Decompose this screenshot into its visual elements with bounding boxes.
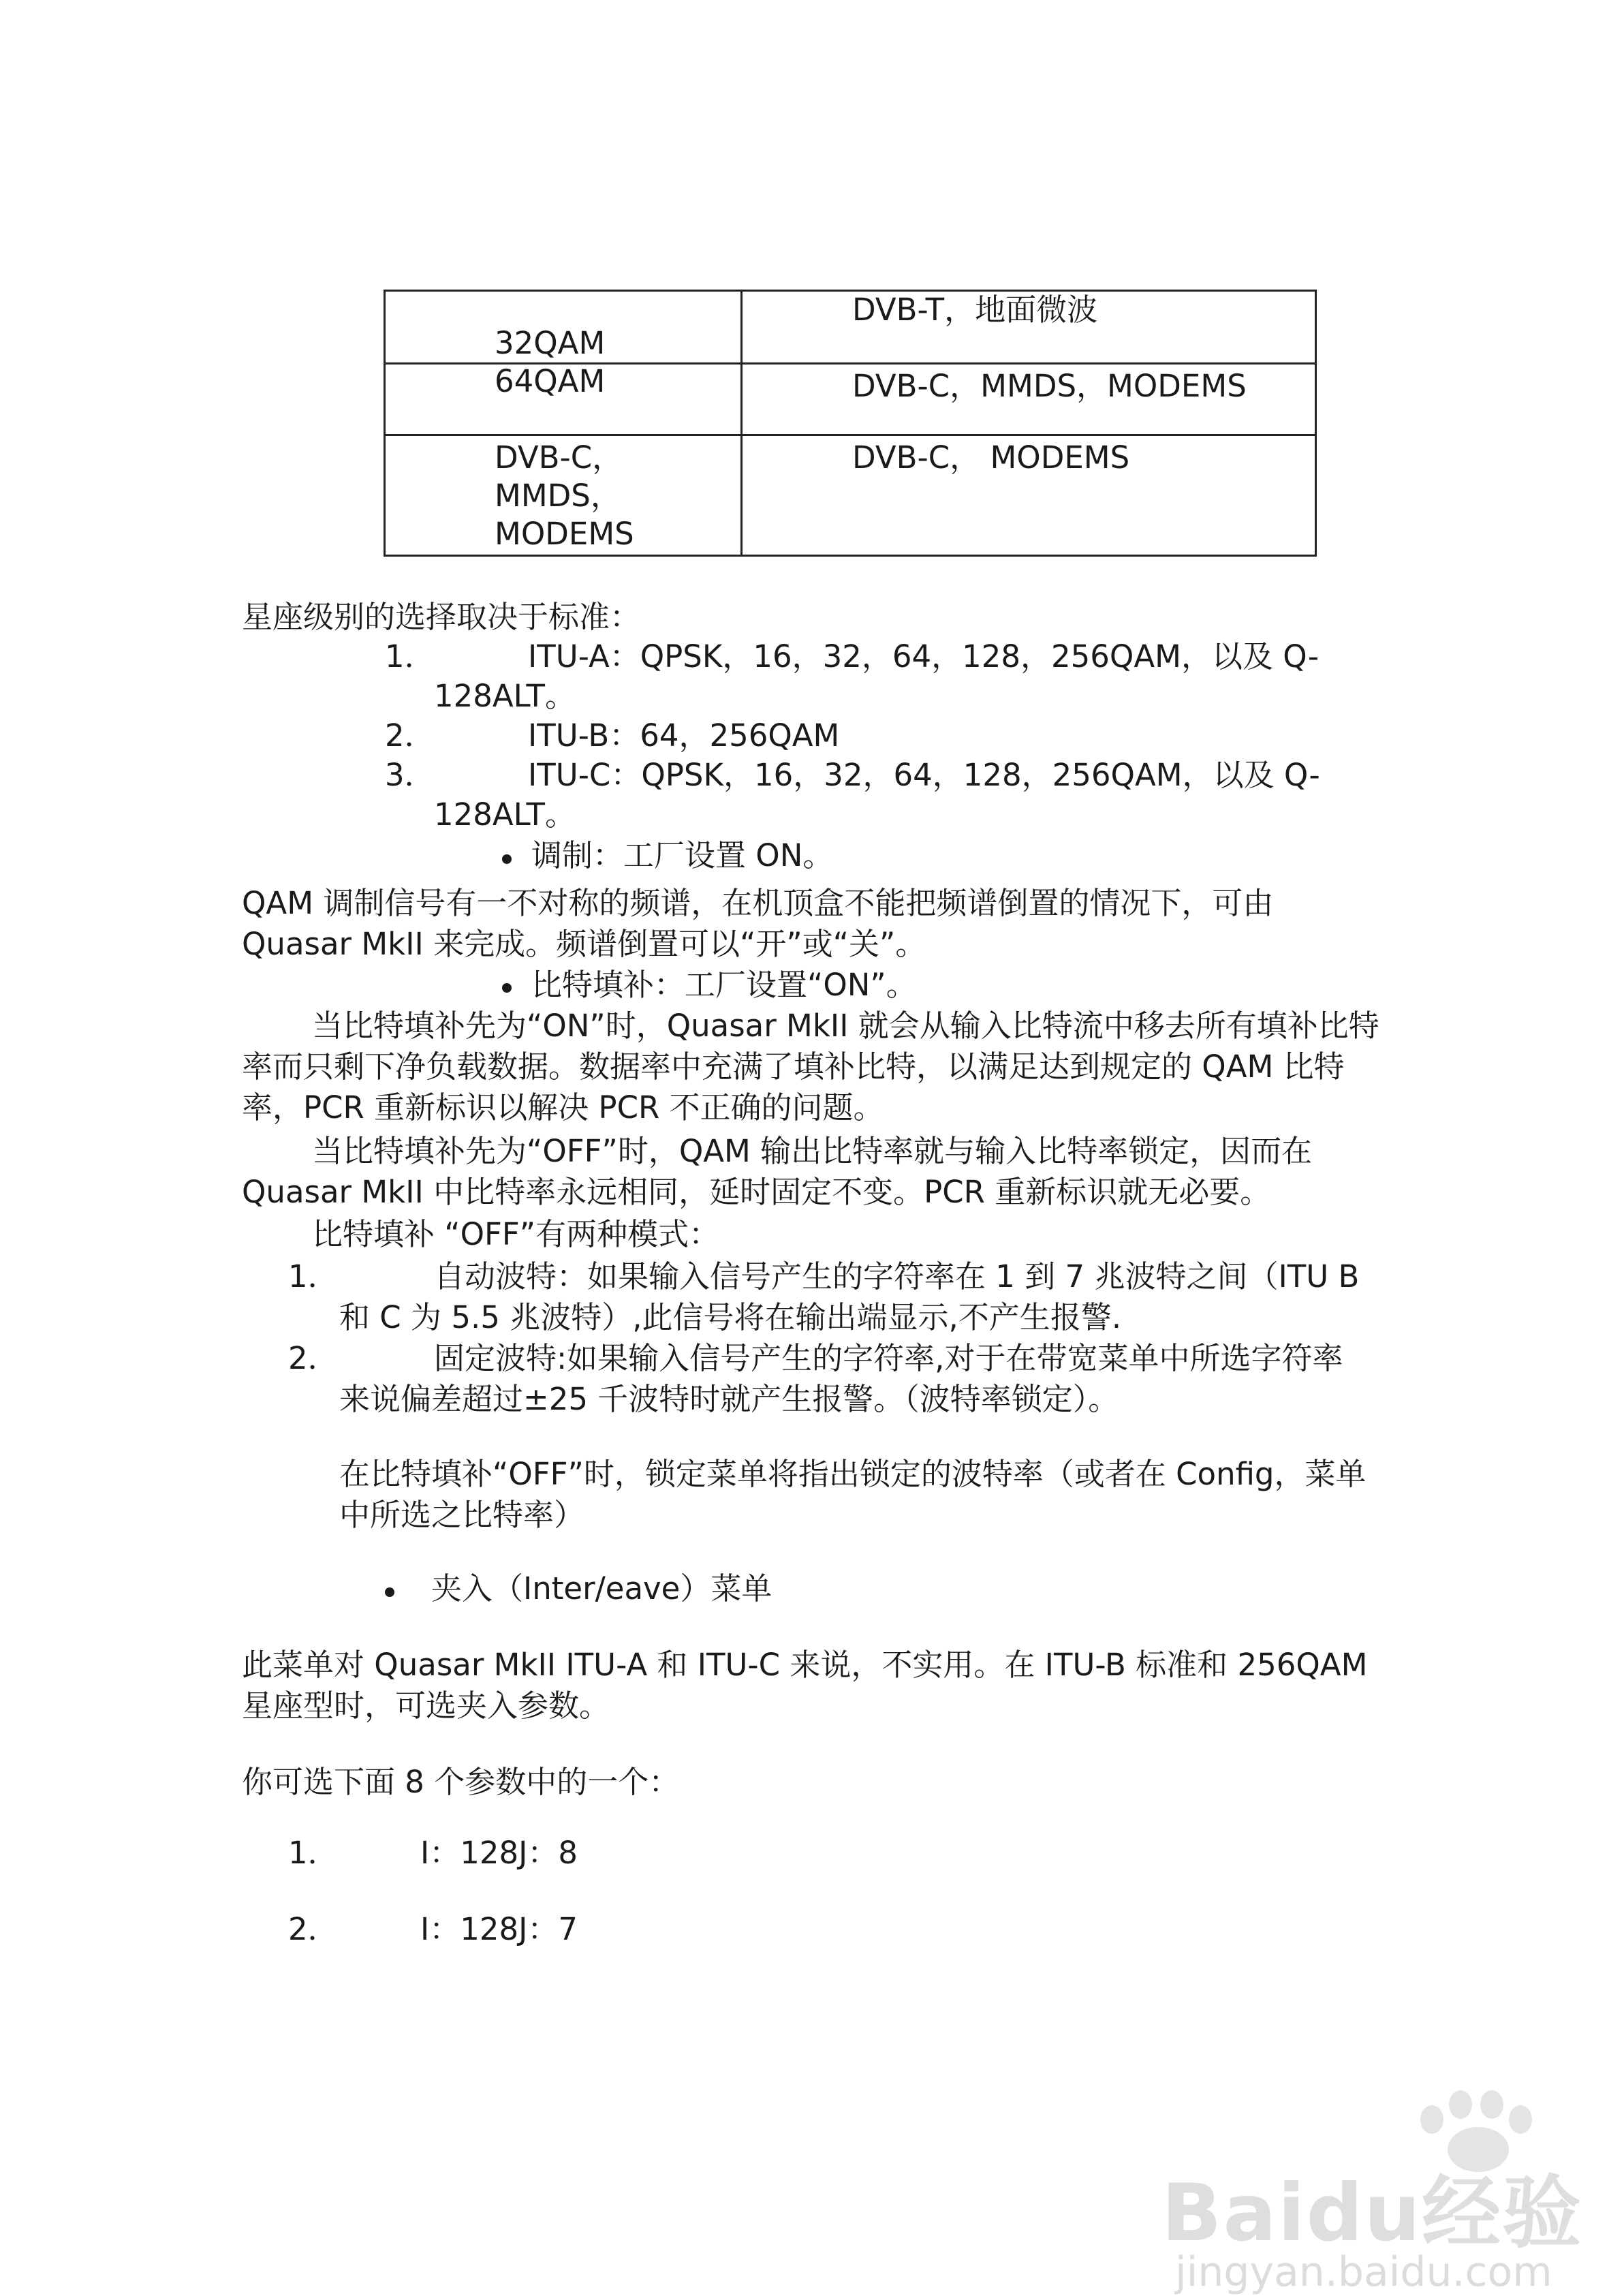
list-item-continuation: 128ALT。 (434, 678, 576, 714)
watermark-url: jingyan.baidu.com (1175, 2248, 1552, 2296)
list-item-continuation: 来说偏差超过±25 千波特时就产生报警。（波特率锁定）。 (339, 1381, 1119, 1417)
paragraph-line: 你可选下面 8 个参数中的一个： (242, 1764, 680, 1800)
list-item-text: I：128J：8 (420, 1835, 578, 1871)
paragraph-line: 比特填补 “OFF”有两种模式： (312, 1216, 720, 1252)
list-number: 1． (385, 638, 435, 674)
baidu-watermark (1161, 2085, 1604, 2296)
paragraph-line: QAM 调制信号有一不对称的频谱，在机顶盒不能把频谱倒置的情况下，可由 (242, 885, 1274, 921)
paragraph-line: 此菜单对 Quasar MkII ITU-A 和 ITU-C 来说，不实用。在 ITU-B 标准和 256QAM (242, 1647, 1368, 1683)
paragraph-line: 当比特填补先为“ON”时，Quasar MkII 就会从输入比特流中移去所有填补比特 (312, 1008, 1379, 1044)
bullet-text: 调制：工厂设置 ON。 (531, 837, 834, 873)
bullet-text: 夹入（Inter/eave）菜单 (431, 1570, 772, 1607)
table-cell: DVB-C，MMDS，MODEMS (852, 368, 1247, 404)
intro-text: 星座级别的选择取决于标准： (242, 599, 641, 635)
paragraph-line: 中所选之比特率） (339, 1497, 585, 1533)
list-number: 2． (288, 1340, 339, 1376)
list-item-text: I：128J：7 (420, 1911, 578, 1947)
list-number: 2． (288, 1911, 339, 1947)
standards-table (384, 290, 1317, 557)
table-cell: 64QAM (495, 363, 606, 399)
list-item-text: ITU-C：QPSK，16，32，64，128，256QAM，以及 Q- (528, 757, 1320, 793)
paragraph-line: Quasar MkII 中比特率永远相同，延时固定不变。PCR 重新标识就无必要。 (242, 1174, 1271, 1210)
list-item-text: ITU-A：QPSK，16，32，64，128，256QAM，以及 Q- (528, 638, 1320, 674)
list-item-text: 固定波特:如果输入信号产生的字符率,对于在带宽菜单中所选字符率 (434, 1340, 1343, 1376)
table-cell: DVB-C， (495, 439, 623, 476)
bullet-icon (502, 854, 512, 864)
list-number: 1． (288, 1258, 339, 1294)
table-column-divider (740, 290, 743, 557)
bullet-icon (502, 983, 512, 993)
paragraph-line: 星座型时，可选夹入参数。 (242, 1688, 610, 1724)
paragraph-line: 率，PCR 重新标识以解决 PCR 不正确的问题。 (242, 1089, 884, 1126)
paragraph-line: 当比特填补先为“OFF”时，QAM 输出比特率就与输入比特率锁定，因而在 (312, 1133, 1313, 1169)
watermark-brand: Baidu经验 (1161, 2167, 1583, 2259)
table-border-bottom (384, 555, 1317, 557)
table-cell: MMDS， (495, 478, 621, 514)
bullet-icon (385, 1587, 394, 1597)
list-number: 2． (385, 717, 435, 754)
list-item-continuation: 128ALT。 (434, 796, 576, 833)
table-row-divider (384, 434, 1317, 436)
list-number: 3． (385, 757, 435, 793)
table-cell: DVB-C， MODEMS (852, 439, 1130, 476)
bullet-text: 比特填补：工厂设置“ON”。 (531, 967, 917, 1003)
paragraph-line: 在比特填补“OFF”时，锁定菜单将指出锁定的波特率（或者在 Config，菜单 (339, 1456, 1367, 1492)
table-border-left (384, 290, 386, 557)
table-border-right (1315, 290, 1317, 557)
list-item-text: 自动波特：如果输入信号产生的字符率在 1 到 7 兆波特之间（ITU B (434, 1258, 1360, 1294)
table-border-top (384, 290, 1317, 292)
paragraph-line: Quasar MkII 来完成。频谱倒置可以“开”或“关”。 (242, 926, 926, 962)
table-cell: 32QAM (495, 325, 606, 361)
table-cell: DVB-T，地面微波 (852, 292, 1098, 328)
list-number: 1． (288, 1835, 339, 1871)
list-item-continuation: 和 C 为 5.5 兆波特）,此信号将在输出端显示,不产生报警. (339, 1299, 1122, 1335)
list-item-text: ITU-B：64，256QAM (528, 717, 840, 754)
paragraph-line: 率而只剩下净负载数据。数据率中充满了填补比特，以满足达到规定的 QAM 比特 (242, 1049, 1345, 1085)
table-cell: MODEMS (495, 516, 634, 552)
